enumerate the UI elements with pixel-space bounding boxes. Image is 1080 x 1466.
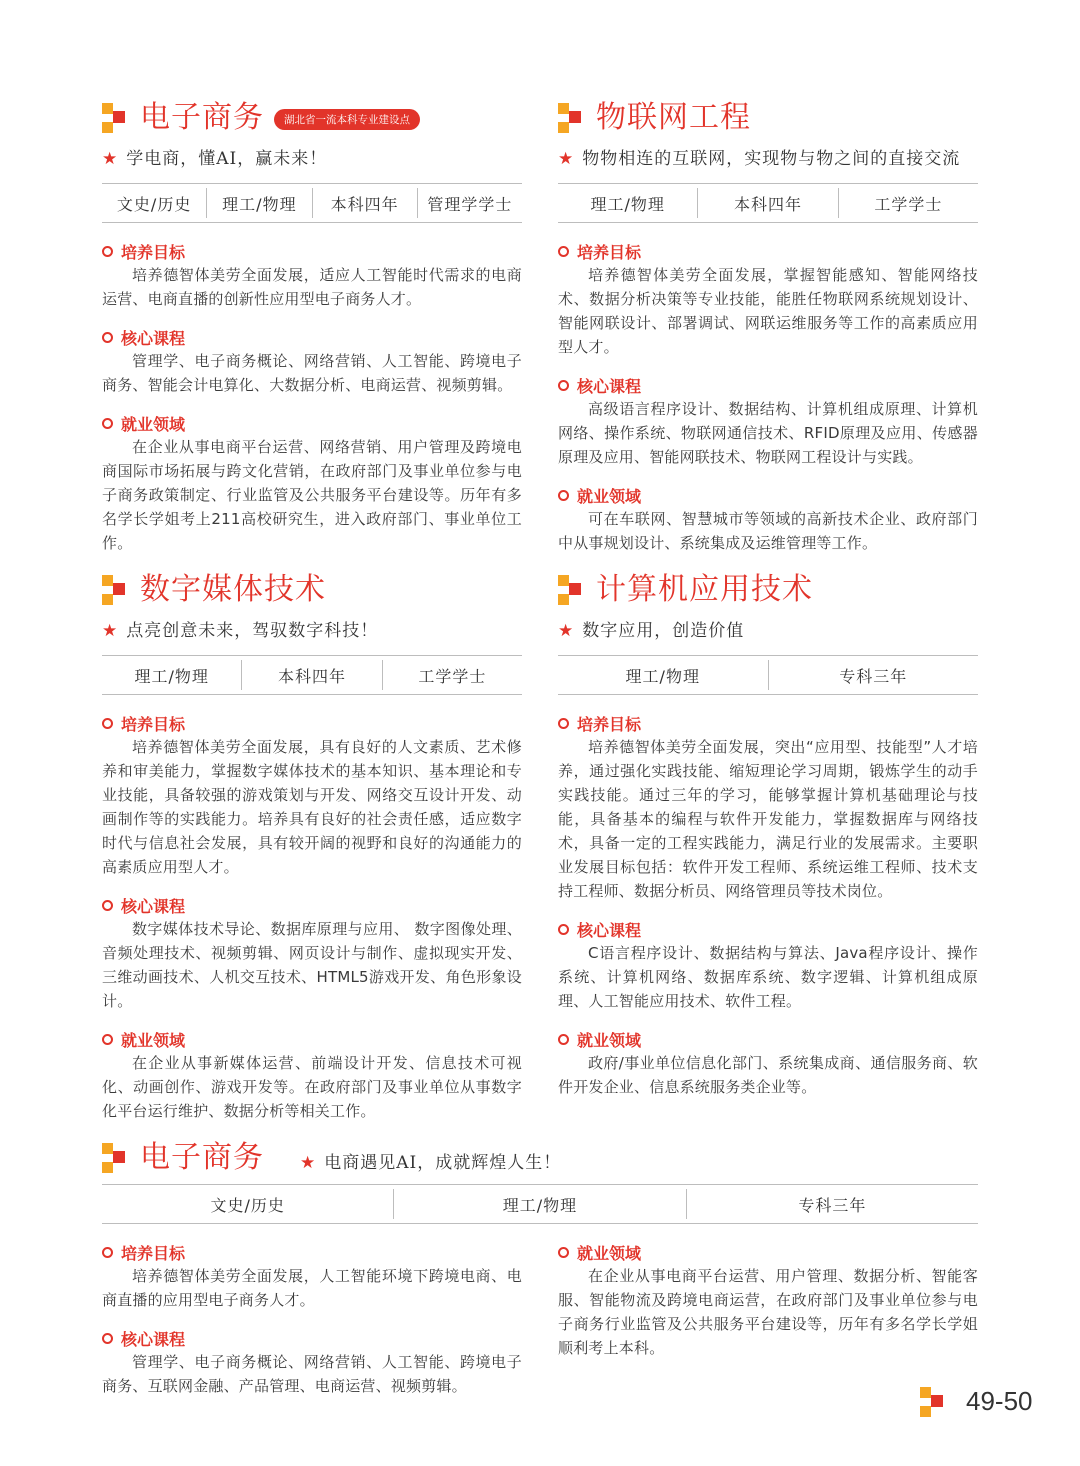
block-core-courses xyxy=(102,893,522,1013)
block-training-goal xyxy=(102,711,522,879)
section-title: 物联网工程 xyxy=(596,100,751,135)
section-header xyxy=(558,98,978,138)
circle-bullet-icon xyxy=(558,924,569,935)
tag-degree: 工学学士 xyxy=(382,660,522,690)
block-heading: 培养目标 xyxy=(577,714,642,734)
circle-bullet-icon xyxy=(558,246,569,257)
orange-red-blocks-icon xyxy=(102,103,128,133)
section-slogan: ★ 物物相连的互联网，实现物与物之间的直接交流 xyxy=(558,149,961,169)
block-core-courses xyxy=(102,1326,522,1398)
block-heading: 培养目标 xyxy=(577,242,642,262)
circle-bullet-icon xyxy=(558,718,569,729)
section-iot-engineering xyxy=(558,98,978,555)
block-heading: 培养目标 xyxy=(121,714,186,734)
orange-red-blocks-icon xyxy=(558,103,584,133)
circle-bullet-icon xyxy=(558,1034,569,1045)
tag-degree: 管理学学士 xyxy=(417,188,522,218)
tag-bar xyxy=(102,655,522,695)
tag-duration: 本科四年 xyxy=(697,188,837,218)
section-title: 电子商务 xyxy=(140,1140,264,1175)
block-training-goal xyxy=(102,1240,522,1312)
block-text: 高级语言程序设计、数据结构、计算机组成原理、计算机网络、操作系统、物联网通信技术、RFID原理及应用、传感器原理及应用、智能网联技术、物联网工程设计与实践。 xyxy=(558,400,978,466)
section-title: 计算机应用技术 xyxy=(596,572,813,607)
circle-bullet-icon xyxy=(558,1247,569,1258)
star-icon: ★ xyxy=(558,621,575,641)
circle-bullet-icon xyxy=(102,1247,113,1258)
block-text: 可在车联网、智慧城市等领域的高新技术企业、政府部门中从事规划设计、系统集成及运维管理等工作。 xyxy=(558,510,978,552)
section-computer-application xyxy=(558,570,978,1099)
block-text: 数字媒体技术导论、数据库原理与应用、 数字图像处理、音频处理技术、视频剪辑、网页设计与制作、虚拟现实开发、三维动画技术、人机交互技术、HTML5游戏开发、角色形象设计。 xyxy=(102,920,522,1010)
section-header xyxy=(102,98,522,138)
block-core-courses xyxy=(102,325,522,397)
block-text: 在企业从事电商平台运营、用户管理、数据分析、智能客服、智能物流及跨境电商运营，在政府部门及事业单位参与电子商务行业监管及公共服务平台建设等，历年有多名学长学姐顺利考上本科。 xyxy=(558,1267,978,1357)
tag-subject-physics: 理工/物理 xyxy=(134,666,209,686)
tag-bar xyxy=(558,183,978,223)
tag-duration: 本科四年 xyxy=(241,660,381,690)
section-title: 数字媒体技术 xyxy=(140,572,326,607)
block-heading: 核心课程 xyxy=(577,920,642,940)
block-training-goal xyxy=(558,711,978,903)
section-ecommerce-college xyxy=(102,1138,978,1398)
section-digital-media xyxy=(102,570,522,1123)
block-text: 培养德智体美劳全面发展，适应人工智能时代需求的电商运营、电商直播的创新性应用型电子商务人才。 xyxy=(102,266,522,308)
tag-duration: 本科四年 xyxy=(312,188,417,218)
circle-bullet-icon xyxy=(102,1034,113,1045)
circle-bullet-icon xyxy=(102,418,113,429)
star-icon: ★ xyxy=(300,1152,317,1173)
orange-red-blocks-icon xyxy=(102,575,128,605)
block-text: 培养德智体美劳全面发展，人工智能环境下跨境电商、电商直播的应用型电子商务人才。 xyxy=(102,1267,522,1309)
block-heading: 就业领域 xyxy=(577,486,642,506)
block-text: 培养德智体美劳全面发展，具有良好的人文素质、艺术修养和审美能力，掌握数字媒体技术的基本知识、基本理论和专业技能，具备较强的游戏策划与开发、网络交互设计开发、动画制作等的实践能力。培养具有良好的社会责任感，适应数字时代与信息社会发展，具有较开阔的视野和良好的沟通能力的高素质应用型人才。 xyxy=(102,738,522,876)
orange-red-blocks-icon xyxy=(102,1143,128,1173)
block-heading: 核心课程 xyxy=(121,1329,186,1349)
section-slogan: ★ 学电商，懂AI，赢未来！ xyxy=(102,149,328,169)
section-header xyxy=(102,1138,978,1178)
section-slogan: ★ 点亮创意未来，驾驭数字科技！ xyxy=(102,621,379,641)
circle-bullet-icon xyxy=(102,246,113,257)
block-training-goal xyxy=(558,239,978,359)
tag-subject-physics: 理工/物理 xyxy=(590,194,665,214)
orange-red-blocks-icon xyxy=(558,575,584,605)
block-text: 管理学、电子商务概论、网络营销、人工智能、跨境电子商务、智能会计电算化、大数据分析、电商运营、视频剪辑。 xyxy=(102,352,522,394)
block-employment xyxy=(558,1027,978,1099)
page-number xyxy=(920,1386,1033,1417)
orange-red-blocks-icon xyxy=(920,1387,946,1417)
section-ecommerce-bachelor xyxy=(102,98,522,555)
star-icon: ★ xyxy=(102,149,119,169)
status-badge: 湖北省一流本科专业建设点 xyxy=(274,109,420,130)
tag-degree: 工学学士 xyxy=(838,188,978,218)
block-heading: 就业领域 xyxy=(121,414,186,434)
circle-bullet-icon xyxy=(102,718,113,729)
left-column xyxy=(102,1224,522,1398)
tag-bar xyxy=(102,1184,978,1224)
block-core-courses xyxy=(558,373,978,469)
block-training-goal xyxy=(102,239,522,311)
block-text: 培养德智体美劳全面发展，掌握智能感知、智能网络技术、数据分析决策等专业技能，能胜任物联网系统规划设计、智能网联设计、部署调试、网联运维服务等工作的高素质应用型人才。 xyxy=(558,266,978,356)
tag-duration: 专科三年 xyxy=(768,660,979,690)
tag-subject-history: 文史/历史 xyxy=(210,1195,285,1215)
block-text: 管理学、电子商务概论、网络营销、人工智能、跨境电子商务、互联网金融、产品管理、电商运营、视频剪辑。 xyxy=(102,1353,522,1395)
star-icon: ★ xyxy=(558,149,575,169)
circle-bullet-icon xyxy=(102,332,113,343)
section-slogan: ★ 数字应用，创造价值 xyxy=(558,621,745,641)
block-heading: 就业领域 xyxy=(577,1030,642,1050)
block-heading: 就业领域 xyxy=(121,1030,186,1050)
tag-duration: 专科三年 xyxy=(686,1189,978,1219)
tag-subject-physics: 理工/物理 xyxy=(393,1189,685,1219)
section-body xyxy=(102,1224,978,1398)
tag-subject-history: 文史/历史 xyxy=(116,194,192,214)
section-header xyxy=(102,570,522,610)
circle-bullet-icon xyxy=(102,1333,113,1344)
block-text: 在企业从事电商平台运营、网络营销、用户管理及跨境电商国际市场拓展与跨文化营销，在政府部门及事业单位参与电子商务政策制定、行业监管及公共服务平台建设等。历年有多名学长学姐考上211高校研究生，进入政府部门、事业单位工作。 xyxy=(102,438,522,552)
circle-bullet-icon xyxy=(558,490,569,501)
section-slogan: ★ 电商遇见AI，成就辉煌人生！ xyxy=(300,1152,562,1173)
block-heading: 培养目标 xyxy=(121,1243,186,1263)
tag-bar xyxy=(102,183,522,223)
block-heading: 就业领域 xyxy=(577,1243,642,1263)
circle-bullet-icon xyxy=(558,380,569,391)
block-heading: 核心课程 xyxy=(577,376,642,396)
block-heading: 培养目标 xyxy=(121,242,186,262)
block-text: C语言程序设计、数据结构与算法、Java程序设计、操作系统、计算机网络、数据库系统、数字逻辑、计算机组成原理、人工智能应用技术、软件工程。 xyxy=(558,944,978,1010)
block-text: 政府/事业单位信息化部门、系统集成商、通信服务商、软件开发企业、信息系统服务类企业等。 xyxy=(558,1054,978,1096)
section-title: 电子商务 xyxy=(140,100,264,135)
block-heading: 核心课程 xyxy=(121,896,186,916)
page-number-text: 49-50 xyxy=(966,1386,1033,1416)
block-employment xyxy=(102,1027,522,1123)
tag-bar xyxy=(558,655,978,695)
circle-bullet-icon xyxy=(102,900,113,911)
section-header xyxy=(558,570,978,610)
tag-subject-physics: 理工/物理 xyxy=(206,188,311,218)
block-core-courses xyxy=(558,917,978,1013)
block-employment xyxy=(558,483,978,555)
block-employment xyxy=(558,1240,978,1360)
block-heading: 核心课程 xyxy=(121,328,186,348)
block-text: 培养德智体美劳全面发展，突出“应用型、技能型”人才培养，通过强化实践技能、缩短理论学习周期，锻炼学生的动手实践技能。通过三年的学习，能够掌握计算机基础理论与技能，具备基本的编程与软件开发能力，掌握数据库与网络技术，具备一定的工程实践能力，满足行业的发展需求。主要职业发展目标包括：软件开发工程师、系统运维工程师、技术支持工程师、数据分析员、网络管理员等技术岗位。 xyxy=(558,738,978,900)
star-icon: ★ xyxy=(102,621,119,641)
tag-subject-physics: 理工/物理 xyxy=(625,666,700,686)
block-text: 在企业从事新媒体运营、前端设计开发、信息技术可视化、动画创作、游戏开发等。在政府部门及事业单位从事数字化平台运行维护、数据分析等相关工作。 xyxy=(102,1054,522,1120)
right-column xyxy=(558,1224,978,1398)
block-employment xyxy=(102,411,522,555)
